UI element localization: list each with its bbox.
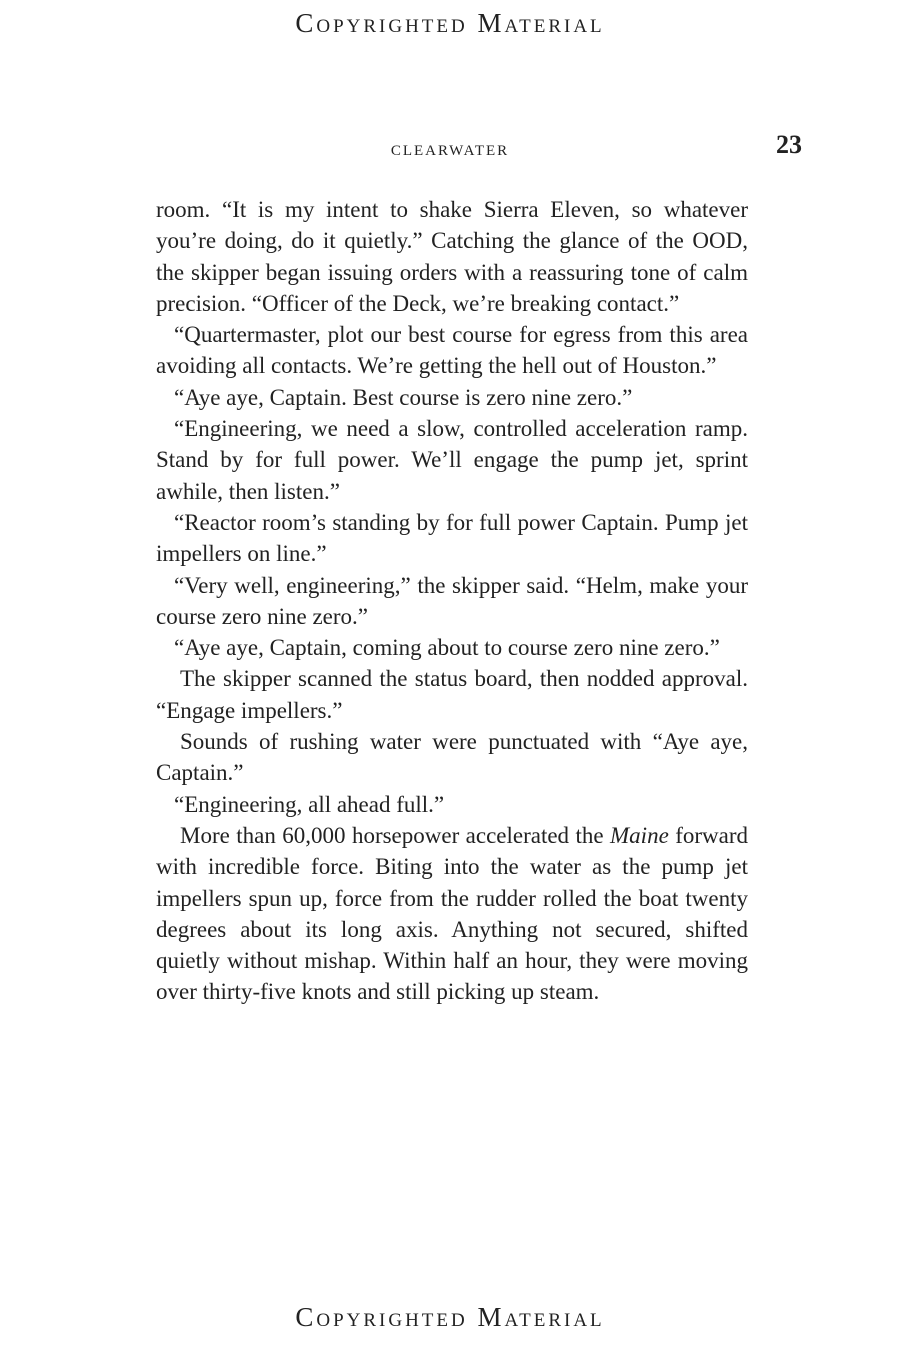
page-number: 23 xyxy=(776,130,802,159)
paragraph: “Reactor room’s standing by for full power Captain. Pump jet impellers on line.” xyxy=(156,509,748,567)
running-head-title: clearwater xyxy=(390,136,510,160)
paragraph: “Quartermaster, plot our best course for egress from this area avoiding all contacts. We’re getting the hell out of Houston.” xyxy=(156,322,748,379)
copyright-banner-top: Copyrighted Material xyxy=(295,8,605,38)
paragraph: The skipper scanned the status board, then nodded approval. “Engage impellers.” xyxy=(156,666,748,723)
body-text xyxy=(156,194,748,1008)
ship-name-italic: Maine xyxy=(610,822,669,848)
paragraph-text: More than 60,000 horsepower accelerated the xyxy=(180,822,611,848)
paragraph: “Engineering, we need a slow, controlled acceleration ramp. Stand by for full power. We’ll engage the pump jet, sprint awhile, then listen.” xyxy=(156,416,748,504)
paragraph: “Very well, engineering,” the skipper said. “Helm, make your course zero nine zero.” xyxy=(156,572,748,629)
paragraph-text: forward with incredible force. Biting into the water as the pump jet impellers spun up, force from the rudder rolled the boat twenty degrees about its long axis. Anything not secured, shifted quietly without mishap. Within half an hour, they were moving over thirty-five knots and still picking up steam. xyxy=(156,822,749,1005)
paragraph: room. “It is my intent to shake Sierra Eleven, so whatever you’re doing, do it quietly.” Catching the glance of the OOD, the skipper began issuing orders with a reassuring tone of calm precision. “Officer of the Deck, we’re breaking contact.” xyxy=(156,197,748,316)
paragraph: Sounds of rushing water were punctuated with “Aye aye, Captain.” xyxy=(156,729,748,786)
paragraph: “Aye aye, Captain, coming about to course zero nine zero.” xyxy=(174,635,720,661)
paragraph: “Engineering, all ahead full.” xyxy=(174,791,445,817)
copyright-banner-bottom: Copyrighted Material xyxy=(295,1302,605,1332)
paragraph: “Aye aye, Captain. Best course is zero nine zero.” xyxy=(174,384,633,410)
paragraph-final xyxy=(156,820,748,1008)
